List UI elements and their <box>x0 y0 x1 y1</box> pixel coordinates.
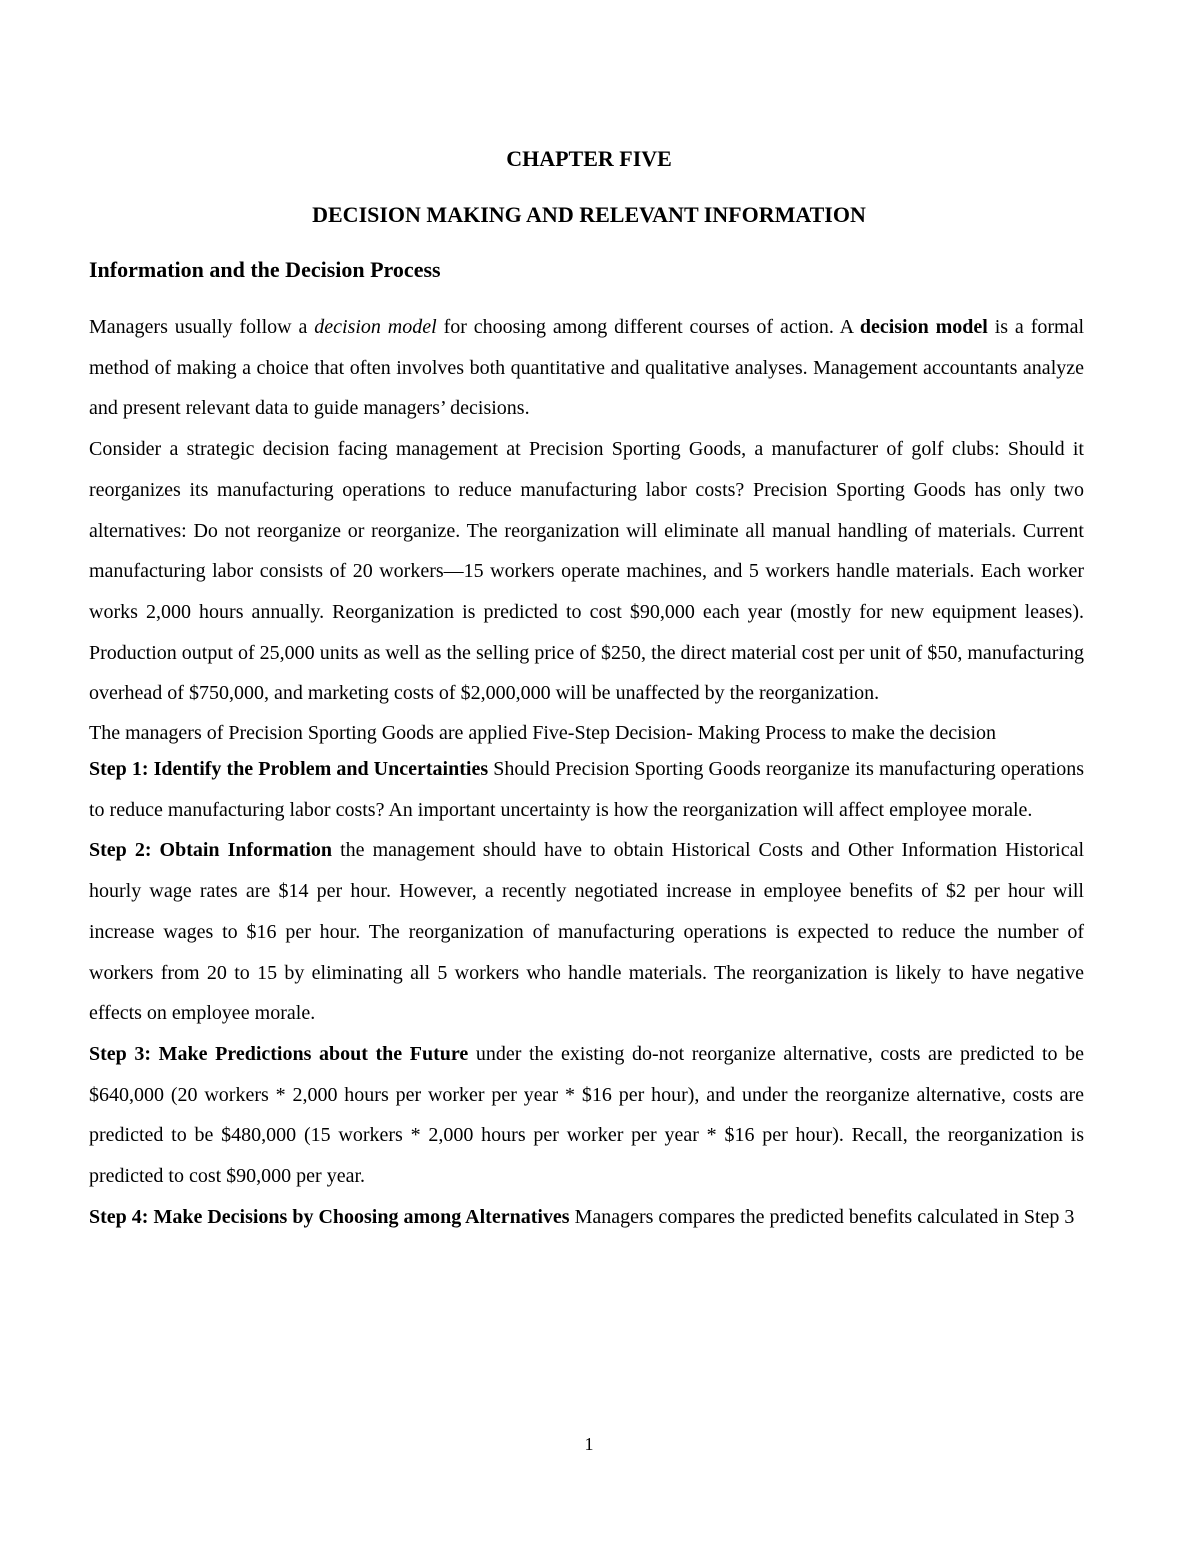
step-4-text: Managers compares the predicted benefits calculated in Step 3 <box>569 1205 1075 1228</box>
scenario-paragraph: Consider a strategic decision facing management at Precision Sporting Goods, a manufacturer of golf clubs: Should it reorganizes its manufacturing operations to reduce manufacturing labor costs? Precision Sporting Goods has only two alternatives: Do not reorganize or reorganize. The reorganization will eliminate all manual handling of materials. Current manufacturing labor consists of 20 workers—15 workers operate machines, and 5 workers handle materials. Each worker works 2,000 hours annually. Reorganization is predicted to cost $90,000 each year (mostly for new equipment leases). Production output of 25,000 units as well as the selling price of $250, the direct material cost per unit of $50, manufacturing overhead of $750,000, and marketing costs of $2,000,000 will be unaffected by the reorganization. <box>89 438 1084 705</box>
step-2-paragraph <box>89 830 1084 1034</box>
chapter-title: CHAPTER FIVE <box>506 146 672 171</box>
step-2-text: the management should have to obtain Historical Costs and Other Information Historical hourly wage rates are $14 per hour. However, a recently negotiated increase in employee benefits of $2 per hour will increase wages to $16 per hour. The reorganization of manufacturing operations is expected to reduce the number of workers from 20 to 15 by eliminating all 5 workers who handle materials. The reorganization is likely to have negative effects on employee morale. <box>89 839 1084 1025</box>
step-4-heading: Step 4: Make Decisions by Choosing among Alternatives <box>89 1205 570 1228</box>
step-2-heading: Step 2: Obtain Information <box>89 839 333 862</box>
step-3-heading: Step 3: Make Predictions about the Future <box>89 1042 469 1065</box>
intro-text-a: Managers usually follow a <box>89 316 315 338</box>
intro-text-c: is a formal method of making a choice that often involves both quantitative and qualitative analyses. Management accountants analyze and present relevant data to guide managers’ decisions. <box>89 316 1085 420</box>
process-intro-paragraph: The managers of Precision Sporting Goods are applied Five-Step Decision- Making Process to make the decision <box>89 722 997 745</box>
page-number: 1 <box>584 1434 594 1454</box>
intro-italic-term: decision model <box>314 316 437 338</box>
intro-paragraph <box>89 307 1084 429</box>
intro-bold-term: decision model <box>859 316 988 338</box>
step-3-text: under the existing do-not reorganize alternative, costs are predicted to be $640,000 (20 workers * 2,000 hours per worker per year * $16 per hour), and under the reorganize alternative, costs are predicted to be $480,000 (15 workers * 2,000 hours per worker per year * $16 per hour). Recall, the reorganization is predicted to cost $90,000 per year. <box>89 1042 1084 1188</box>
chapter-subtitle: DECISION MAKING AND RELEVANT INFORMATION <box>312 202 866 227</box>
section-heading: Information and the Decision Process <box>89 257 441 282</box>
step-1-paragraph <box>89 749 1084 830</box>
step-1-text: Should Precision Sporting Goods reorganize its manufacturing operations to reduce manufacturing labor costs? An important uncertainty is how the reorganization will affect employee morale. <box>89 758 1085 821</box>
intro-text-b: for choosing among different courses of action. A <box>436 316 860 338</box>
document-body <box>89 307 1084 1237</box>
step-4-paragraph <box>89 1197 1084 1238</box>
step-3-paragraph <box>89 1034 1084 1197</box>
step-1-heading: Step 1: Identify the Problem and Uncertainties <box>89 758 489 781</box>
